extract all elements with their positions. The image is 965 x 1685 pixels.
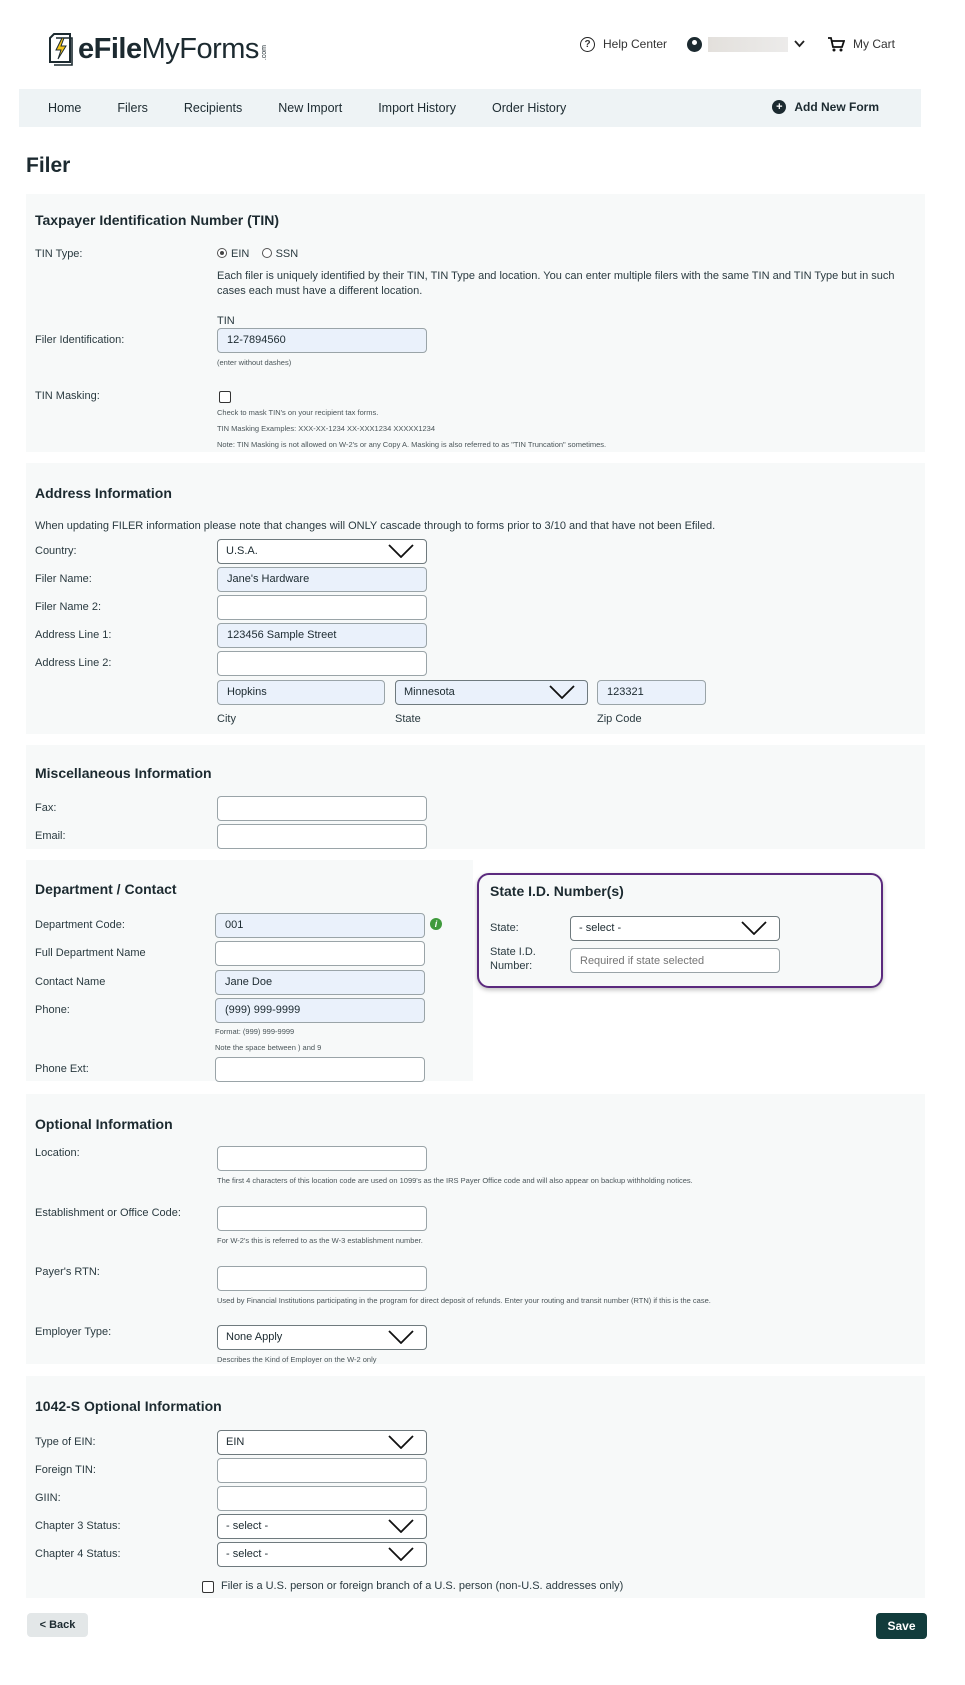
country-select[interactable] (217, 539, 427, 564)
ein-radio[interactable] (217, 248, 227, 258)
address-line-1-label: Address Line 1: (35, 629, 112, 641)
chapter-4-status-select[interactable] (217, 1542, 427, 1567)
tin-masking-hint-3: Note: TIN Masking is not allowed on W-2's or any Copy A. Masking is also referred to as "TIN Truncation" sometimes. (217, 440, 607, 449)
add-new-form-button[interactable] (772, 100, 879, 114)
optional-section (26, 1094, 925, 1364)
save-button[interactable]: Save (876, 1613, 927, 1639)
phone-ext-label: Phone Ext: (35, 1063, 89, 1075)
state-id-number-input[interactable] (570, 948, 780, 973)
tin-type-options (217, 248, 298, 260)
location-hint: The first 4 characters of this location code are used on 1099's as the IRS Payer Office code and will also appear on backup withholding notices. (217, 1176, 693, 1185)
tin-masking-hint-1: Check to mask TIN's on your recipient tax forms. (217, 408, 379, 417)
chevron-down-icon (388, 1330, 414, 1344)
state-id-state-label: State: (490, 922, 519, 934)
user-name-redacted (708, 37, 788, 52)
filer-name-2-label: Filer Name 2: (35, 601, 102, 613)
employer-type-label: Employer Type: (35, 1326, 112, 1338)
contact-name-input[interactable]: Jane Doe (215, 970, 425, 995)
address-line-2-label: Address Line 2: (35, 657, 112, 669)
country-value: U.S.A. (226, 545, 258, 557)
full-department-name-input[interactable] (215, 941, 425, 966)
form-1042s-section-title: 1042-S Optional Information (35, 1398, 222, 1414)
address-line-2-input[interactable] (217, 651, 427, 676)
tin-type-label: TIN Type: (35, 248, 83, 260)
filer-name-2-input[interactable] (217, 595, 427, 620)
state-id-title: State I.D. Number(s) (490, 883, 624, 899)
user-avatar-icon (687, 37, 702, 52)
chevron-down-icon (388, 1519, 414, 1533)
ssn-radio-label: SSN (275, 248, 299, 260)
address-section-title: Address Information (35, 485, 172, 501)
department-code-label: Department Code: (35, 919, 125, 931)
logo-bold-text: eFile (78, 33, 142, 65)
phone-ext-input[interactable] (215, 1057, 425, 1082)
foreign-tin-input[interactable] (217, 1458, 427, 1483)
department-section (26, 860, 473, 1081)
department-section-title: Department / Contact (35, 881, 177, 897)
email-input[interactable] (217, 824, 427, 849)
document-lightning-icon (48, 32, 74, 66)
phone-input[interactable]: (999) 999-9999 (215, 998, 425, 1023)
type-of-ein-select[interactable] (217, 1430, 427, 1455)
chevron-down-icon (388, 544, 414, 558)
phone-label: Phone: (35, 1004, 70, 1016)
chevron-down-icon (549, 685, 575, 699)
ssn-radio[interactable] (262, 248, 272, 258)
misc-section (26, 745, 925, 849)
nav-import-history[interactable]: Import History (378, 101, 456, 115)
chapter-4-status-label: Chapter 4 Status: (35, 1548, 121, 1560)
phone-hint-2: Note the space between ) and 9 (215, 1043, 322, 1052)
type-of-ein-value: EIN (226, 1436, 245, 1448)
nav-recipients[interactable]: Recipients (183, 101, 243, 115)
us-person-label: Filer is a U.S. person or foreign branch of a U.S. person (non-U.S. addresses only) (221, 1580, 624, 1592)
tin-section-title: Taxpayer Identification Number (TIN) (35, 212, 279, 228)
my-cart-link[interactable] (828, 34, 895, 54)
establishment-code-input[interactable] (217, 1206, 427, 1231)
add-new-form-label: Add New Form (794, 100, 879, 114)
giin-input[interactable] (217, 1486, 427, 1511)
chevron-down-icon (794, 40, 805, 48)
state-id-state-select[interactable] (570, 916, 780, 941)
tin-masking-label: TIN Masking: (35, 390, 100, 402)
full-department-name-label: Full Department Name (35, 947, 146, 959)
employer-type-value: None Apply (226, 1331, 283, 1343)
ein-radio-label: EIN (231, 248, 250, 260)
payers-rtn-label: Payer's RTN: (35, 1266, 100, 1278)
chapter-3-status-select[interactable] (217, 1514, 427, 1539)
nav-order-history[interactable]: Order History (491, 101, 567, 115)
state-select[interactable] (395, 680, 588, 705)
location-label: Location: (35, 1147, 80, 1159)
nav-filers[interactable]: Filers (117, 101, 148, 115)
info-icon[interactable]: i (430, 918, 442, 930)
zip-code-caption: Zip Code (597, 713, 642, 725)
us-person-checkbox[interactable] (202, 1581, 214, 1593)
plus-circle-icon: + (772, 100, 786, 114)
giin-label: GIIN: (35, 1492, 61, 1504)
state-caption: State (395, 713, 421, 725)
help-center-link[interactable] (580, 34, 667, 54)
cart-icon (828, 37, 845, 52)
header (0, 0, 965, 88)
fax-label: Fax: (35, 802, 57, 814)
employer-type-select[interactable] (217, 1325, 427, 1350)
my-cart-label: My Cart (853, 37, 895, 51)
logo-regular-text: MyForms (141, 33, 259, 65)
tin-note: Each filer is uniquely identified by their TIN, TIN Type and location. You can enter multiple filers with the same TIN and TIN Type but in such cases each must have a different location. (217, 270, 895, 297)
fax-input[interactable] (217, 796, 427, 821)
chapter-3-status-value: - select - (226, 1520, 269, 1532)
location-input[interactable] (217, 1146, 427, 1171)
page-title: Filer (26, 154, 71, 177)
email-label: Email: (35, 830, 66, 842)
chevron-down-icon (388, 1435, 414, 1449)
nav-new-import[interactable]: New Import (278, 101, 343, 115)
chevron-down-icon (741, 921, 767, 935)
phone-hint-1: Format: (999) 999-9999 (215, 1027, 295, 1036)
filer-identification-label: Filer Identification: (35, 334, 125, 346)
state-value: Minnesota (404, 686, 455, 698)
country-label: Country: (35, 545, 77, 557)
zip-code-input[interactable]: 123321 (597, 680, 706, 705)
state-id-number-label-2: Number: (490, 960, 533, 972)
filer-identification-input[interactable]: 12-7894560 (217, 328, 427, 353)
employer-type-hint: Describes the Kind of Employer on the W-2 only (217, 1355, 377, 1364)
contact-name-label: Contact Name (35, 976, 106, 988)
foreign-tin-label: Foreign TIN: (35, 1464, 96, 1476)
user-menu[interactable] (687, 34, 805, 54)
filer-name-label: Filer Name: (35, 573, 92, 585)
tin-section (26, 194, 925, 452)
tin-masking-checkbox[interactable] (219, 391, 231, 403)
state-id-number-label-1: State I.D. (490, 946, 536, 958)
form-1042s-section (26, 1376, 925, 1598)
optional-section-title: Optional Information (35, 1116, 173, 1132)
city-input[interactable]: Hopkins (217, 680, 385, 705)
question-circle-icon: ? (580, 37, 595, 52)
back-button[interactable]: < Back (27, 1613, 88, 1637)
establishment-code-label: Establishment or Office Code: (35, 1207, 181, 1219)
address-note: When updating FILER information please note that changes will ONLY cascade through to forms prior to 3/10 and that have not been Efiled. (35, 520, 716, 532)
payers-rtn-input[interactable] (217, 1266, 427, 1291)
nav-home[interactable]: Home (48, 101, 82, 115)
logo[interactable] (48, 26, 268, 66)
chapter-3-status-label: Chapter 3 Status: (35, 1520, 121, 1532)
payers-rtn-hint: Used by Financial Institutions participating in the program for direct deposit of refunds. Enter your routing and transit number (RTN) if this is the case. (217, 1296, 711, 1305)
chapter-4-status-value: - select - (226, 1548, 269, 1560)
state-id-panel (477, 873, 883, 988)
main-nav (19, 89, 921, 127)
tin-masking-hint-2: TIN Masking Examples: XXX-XX-1234 XX-XXX1234 XXXXX1234 (217, 424, 436, 433)
address-section (26, 463, 925, 734)
chevron-down-icon (388, 1547, 414, 1561)
filer-identification-hint: (enter without dashes) (217, 358, 292, 367)
department-code-input[interactable]: 001 (215, 913, 425, 938)
misc-section-title: Miscellaneous Information (35, 765, 212, 781)
state-id-state-value: - select - (579, 922, 622, 934)
type-of-ein-label: Type of EIN: (35, 1436, 96, 1448)
filer-name-input[interactable]: Jane's Hardware (217, 567, 427, 592)
tin-caption: TIN (217, 315, 235, 327)
logo-suffix: .com (260, 44, 268, 60)
city-caption: City (217, 713, 236, 725)
establishment-code-hint: For W-2's this is referred to as the W-3 establishment number. (217, 1236, 423, 1245)
address-line-1-input[interactable]: 123456 Sample Street (217, 623, 427, 648)
help-center-label: Help Center (603, 37, 668, 51)
